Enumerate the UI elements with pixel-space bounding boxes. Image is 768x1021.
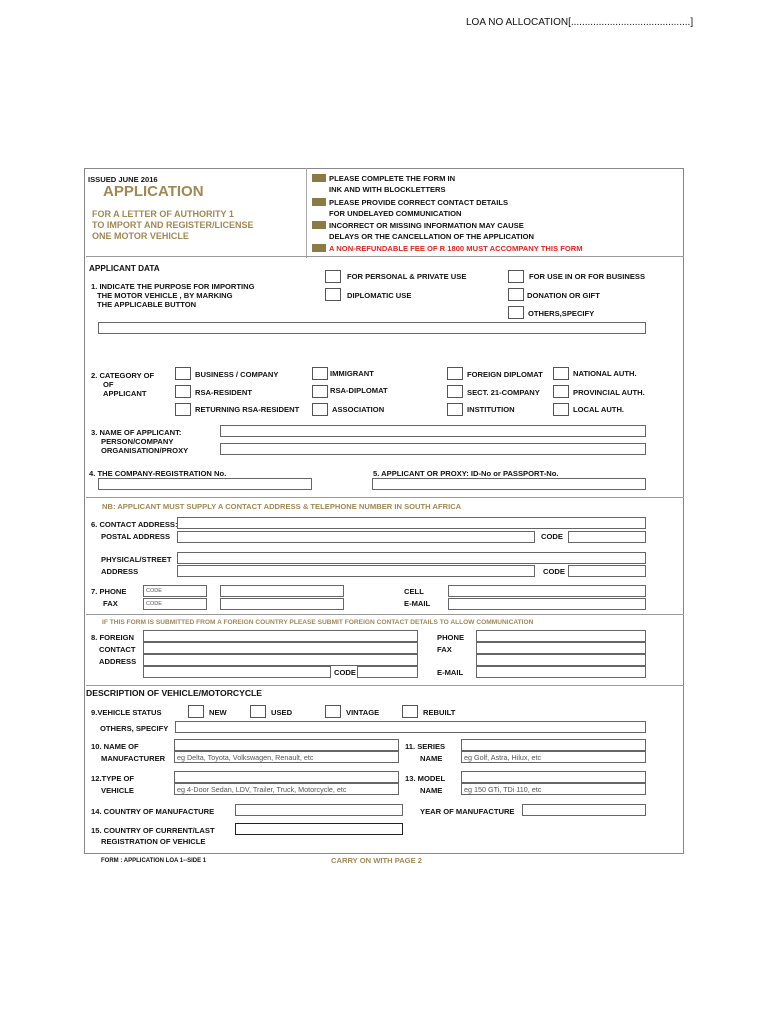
fax-label: FAX — [103, 599, 118, 608]
fax-number-input[interactable] — [220, 598, 344, 610]
note-marker — [312, 198, 326, 206]
divider — [86, 497, 684, 498]
category-sect21-checkbox[interactable] — [447, 385, 463, 398]
q5-label: 5. APPLICANT OR PROXY: ID-No or PASSPORT-No. — [373, 469, 559, 478]
q4-label: 4. THE COMPANY-REGISTRATION No. — [89, 469, 227, 478]
status-new-checkbox[interactable] — [188, 705, 204, 718]
foreign-address-input-4[interactable] — [143, 666, 331, 678]
category-local-label: LOCAL AUTH. — [573, 405, 625, 414]
model-placeholder: eg 150 GTi, TDi 110, etc — [464, 785, 542, 794]
note-1: PLEASE COMPLETE THE FORM IN — [329, 174, 456, 183]
category-national-checkbox[interactable] — [553, 367, 569, 380]
id-passport-input[interactable] — [372, 478, 646, 490]
foreign-phone-label: PHONE — [437, 633, 465, 642]
phone-number-input[interactable] — [220, 585, 344, 597]
status-vintage-label: VINTAGE — [346, 708, 380, 717]
postal-address-input-1[interactable] — [177, 517, 646, 529]
q1-line-1: 1. INDICATE THE PURPOSE FOR IMPORTING — [91, 282, 255, 291]
category-immigrant-checkbox[interactable] — [312, 367, 328, 380]
fax-code-hint: CODE — [146, 601, 162, 607]
q8-line-2: CONTACT — [99, 645, 136, 654]
status-vintage-checkbox[interactable] — [325, 705, 341, 718]
q3-line-1: 3. NAME OF APPLICANT: — [91, 428, 182, 437]
status-used-checkbox[interactable] — [250, 705, 266, 718]
purpose-donation-checkbox[interactable] — [508, 288, 524, 301]
purpose-personal-label: FOR PERSONAL & PRIVATE USE — [347, 272, 467, 281]
purpose-donation-label: DONATION OR GIFT — [527, 291, 600, 300]
physical-code-label: CODE — [543, 567, 565, 576]
carry-on-note: CARRY ON WITH PAGE 2 — [331, 856, 422, 865]
q12-line-2: VEHICLE — [101, 786, 134, 795]
others-specify-label: OTHERS, SPECIFY — [100, 724, 169, 733]
foreign-email-input[interactable] — [476, 666, 646, 678]
country-registration-input[interactable] — [235, 823, 403, 835]
category-rsa-resident-checkbox[interactable] — [175, 385, 191, 398]
others-specify-input[interactable] — [175, 721, 646, 733]
purpose-diplomatic-checkbox[interactable] — [325, 288, 341, 301]
foreign-phone-input[interactable] — [476, 630, 646, 642]
header-divider — [306, 168, 307, 258]
q3-line-2: PERSON/COMPANY — [101, 437, 174, 446]
manufacturer-placeholder: eg Delta, Toyota, Volkswagen, Renault, etc — [177, 753, 314, 762]
q15-line-1: 15. COUNTRY OF CURRENT/LAST — [91, 826, 215, 835]
q13-line-1: 13. MODEL — [405, 774, 446, 783]
company-registration-input[interactable] — [98, 478, 312, 490]
note-6: DELAYS OR THE CANCELLATION OF THE APPLICATION — [329, 232, 535, 241]
category-returning-label: RETURNING RSA-RESIDENT — [195, 405, 300, 414]
physical-address-input-2[interactable] — [177, 565, 535, 577]
category-national-label: NATIONAL AUTH. — [573, 369, 637, 378]
q3-line-3: ORGANISATION/PROXY — [101, 446, 189, 455]
subtitle-line-3: ONE MOTOR VEHICLE — [92, 231, 189, 241]
postal-code-label: CODE — [541, 532, 563, 541]
physical-address-input-1[interactable] — [177, 552, 646, 564]
model-input-1[interactable] — [461, 771, 646, 783]
foreign-email-label: E-MAIL — [437, 668, 464, 677]
status-new-label: NEW — [209, 708, 227, 717]
foreign-fax-input[interactable] — [476, 642, 646, 654]
cell-label: CELL — [404, 587, 424, 596]
note-5: INCORRECT OR MISSING INFORMATION MAY CAUSE — [329, 221, 524, 230]
foreign-extra-input[interactable] — [476, 654, 646, 666]
q6-label: 6. CONTACT ADDRESS: — [91, 520, 178, 529]
status-rebuilt-label: REBUILT — [423, 708, 456, 717]
note-marker — [312, 221, 326, 229]
phone-label: 7. PHONE — [91, 587, 127, 596]
foreign-code-label: CODE — [334, 668, 356, 677]
section-vehicle: DESCRIPTION OF VEHICLE/MOTORCYCLE — [86, 688, 263, 698]
q13-line-2: NAME — [420, 786, 443, 795]
note-4: FOR UNDELAYED COMMUNICATION — [329, 209, 462, 218]
category-foreign-diplomat-label: FOREIGN DIPLOMAT — [467, 370, 543, 379]
purpose-diplomatic-label: DIPLOMATIC USE — [347, 291, 412, 300]
q15-line-2: REGISTRATION OF VEHICLE — [101, 837, 206, 846]
q10-line-2: MANUFACTURER — [101, 754, 166, 763]
foreign-address-input-1[interactable] — [143, 630, 418, 642]
q12-line-1: 12.TYPE OF — [91, 774, 135, 783]
category-provincial-label: PROVINCIAL AUTH. — [573, 388, 645, 397]
vehicle-type-placeholder: eg 4-Door Sedan, LDV, Trailer, Truck, Motorcycle, etc — [177, 785, 347, 794]
subtitle-line-1: FOR A LETTER OF AUTHORITY 1 — [92, 209, 234, 219]
note-3: PLEASE PROVIDE CORRECT CONTACT DETAILS — [329, 198, 509, 207]
foreign-code-input[interactable] — [357, 666, 418, 678]
email-label: E-MAIL — [404, 599, 431, 608]
category-rsa-diplomat-checkbox[interactable] — [312, 385, 328, 398]
status-rebuilt-checkbox[interactable] — [402, 705, 418, 718]
physical-address-label: ADDRESS — [101, 567, 139, 576]
foreign-country-note: IF THIS FORM IS SUBMITTED FROM A FOREIGN COUNTRY PLEASE SUBMIT FOREIGN CONTACT DETAILS TO ALLOW COMMUNICATION — [102, 619, 534, 626]
q11-line-2: NAME — [420, 754, 443, 763]
q10-line-1: 10. NAME OF — [91, 742, 139, 751]
q2-line-1: 2. CATEGORY OF — [91, 371, 155, 380]
purpose-others-checkbox[interactable] — [508, 306, 524, 319]
category-sect21-label: SECT. 21-COMPANY — [467, 388, 540, 397]
form-title: APPLICATION — [103, 183, 204, 200]
q1-line-3: THE APPLICABLE BUTTON — [97, 300, 197, 309]
postal-code-input[interactable] — [568, 531, 646, 543]
subtitle-line-2: TO IMPORT AND REGISTER/LICENSE — [92, 220, 254, 230]
purpose-business-checkbox[interactable] — [508, 270, 524, 283]
series-placeholder: eg Golf, Astra, Hilux, etc — [464, 753, 542, 762]
q2-line-2: OF — [103, 380, 114, 389]
cell-input[interactable] — [448, 585, 646, 597]
category-rsa-diplomat-label: RSA-DIPLOMAT — [330, 386, 388, 395]
divider — [86, 256, 684, 257]
q8-line-3: ADDRESS — [99, 657, 137, 666]
q11-line-1: 11. SERIES — [405, 742, 446, 751]
note-marker — [312, 174, 326, 182]
note-2: INK AND WITH BLOCKLETTERS — [329, 185, 446, 194]
nb-contact-note: NB: APPLICANT MUST SUPPLY A CONTACT ADDRESS & TELEPHONE NUMBER IN SOUTH AFRICA — [102, 502, 462, 511]
q9-label: 9.VEHICLE STATUS — [91, 708, 162, 717]
category-association-checkbox[interactable] — [312, 403, 328, 416]
category-business-checkbox[interactable] — [175, 367, 191, 380]
category-local-checkbox[interactable] — [553, 403, 569, 416]
postal-address-input-2[interactable] — [177, 531, 535, 543]
purpose-others-input[interactable] — [98, 322, 646, 334]
postal-address-label: POSTAL ADDRESS — [101, 532, 171, 541]
category-association-label: ASSOCIATION — [332, 405, 385, 414]
category-institution-label: INSTITUTION — [467, 405, 515, 414]
year-label: YEAR OF MANUFACTURE — [420, 807, 515, 816]
purpose-business-label: FOR USE IN OR FOR BUSINESS — [529, 272, 646, 281]
vehicle-type-input-1[interactable] — [174, 771, 399, 783]
issued-date: ISSUED JUNE 2016 — [88, 175, 158, 184]
phone-code-hint: CODE — [146, 588, 162, 594]
purpose-others-label: OTHERS,SPECIFY — [528, 309, 595, 318]
category-returning-checkbox[interactable] — [175, 403, 191, 416]
category-immigrant-label: IMMIGRANT — [330, 369, 374, 378]
loa-allocation: LOA NO ALLOCATION[...........................................] — [466, 17, 694, 28]
q1-line-2: THE MOTOR VEHICLE , BY MARKING — [97, 291, 233, 300]
q2-line-3: APPLICANT — [103, 389, 147, 398]
physical-code-input[interactable] — [568, 565, 646, 577]
form-id: FORM : APPLICATION LOA 1--SIDE 1 — [101, 858, 207, 864]
q8-line-1: 8. FOREIGN — [91, 633, 135, 642]
applicant-name-input-2[interactable] — [220, 443, 646, 455]
country-manufacture-input[interactable] — [235, 804, 403, 816]
email-input[interactable] — [448, 598, 646, 610]
category-business-label: BUSINESS / COMPANY — [195, 370, 279, 379]
status-used-label: USED — [271, 708, 293, 717]
fee-note: A NON-REFUNDABLE FEE OF R 1800 MUST ACCOMPANY THIS FORM — [329, 244, 583, 253]
manufacturer-input-1[interactable] — [174, 739, 399, 751]
category-foreign-diplomat-checkbox[interactable] — [447, 367, 463, 380]
foreign-fax-label: FAX — [437, 645, 452, 654]
foreign-address-input-3[interactable] — [143, 654, 418, 666]
applicant-name-input-1[interactable] — [220, 425, 646, 437]
purpose-personal-checkbox[interactable] — [325, 270, 341, 283]
divider — [86, 614, 684, 615]
series-input-1[interactable] — [461, 739, 646, 751]
physical-label: PHYSICAL/STREET — [101, 555, 172, 564]
divider — [86, 685, 684, 686]
note-marker — [312, 244, 326, 252]
q14-label: 14. COUNTRY OF MANUFACTURE — [91, 807, 215, 816]
category-provincial-checkbox[interactable] — [553, 385, 569, 398]
category-institution-checkbox[interactable] — [447, 403, 463, 416]
foreign-address-input-2[interactable] — [143, 642, 418, 654]
category-rsa-resident-label: RSA-RESIDENT — [195, 388, 252, 397]
section-applicant-data: APPLICANT DATA — [89, 264, 160, 273]
year-manufacture-input[interactable] — [522, 804, 646, 816]
